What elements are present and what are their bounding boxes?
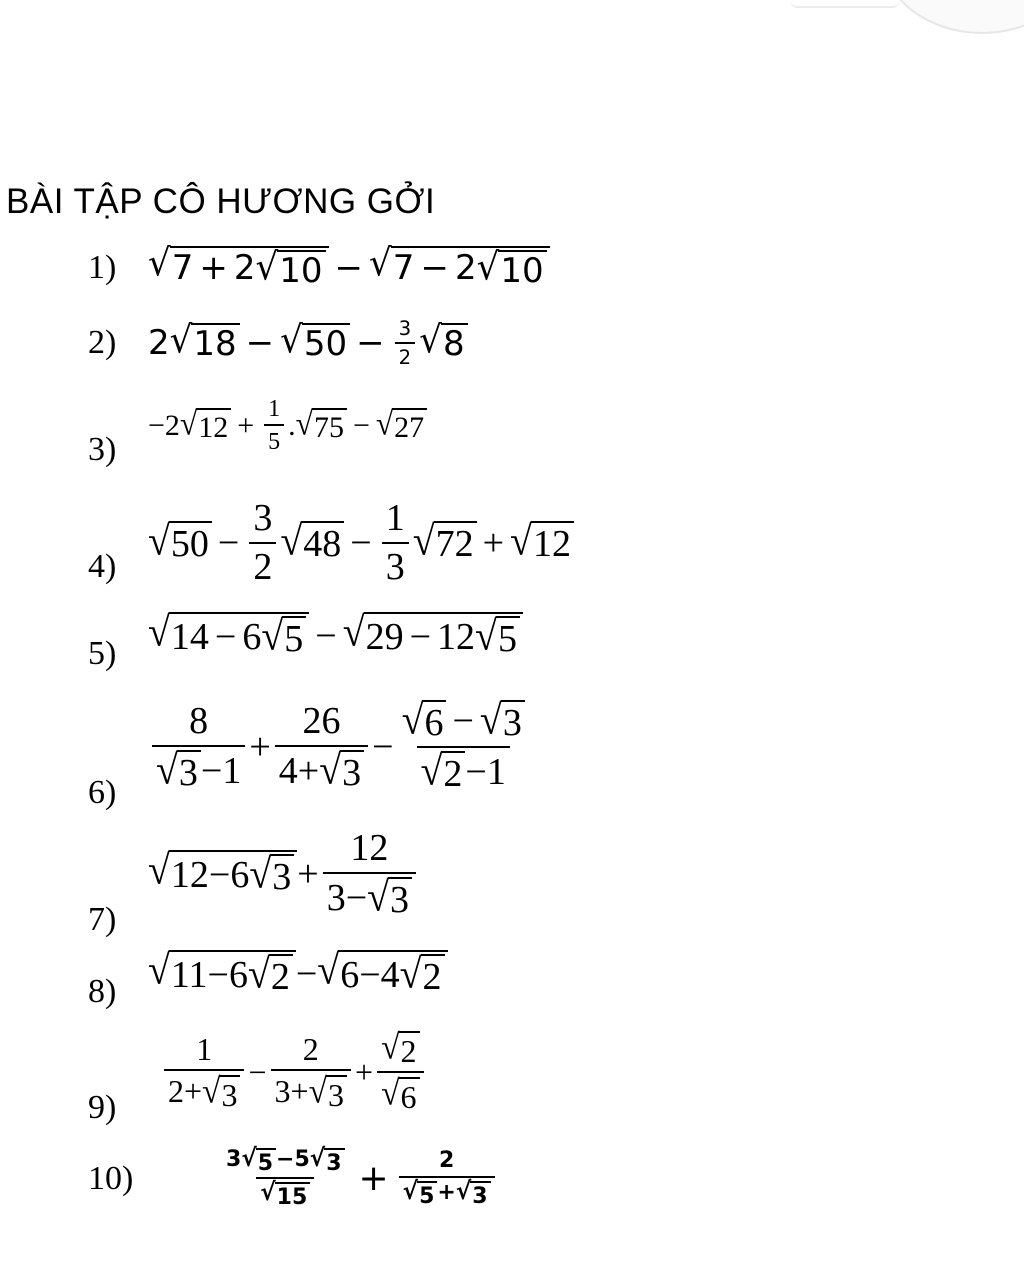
exercise-number: 2) [88, 324, 117, 362]
exercise-number: 9) [88, 1089, 117, 1127]
exercise-9 [88, 1027, 428, 1127]
fraction: 26 4+ √ 3 [275, 701, 368, 794]
exercise-number: 4) [88, 548, 117, 586]
math-expression: 1 2+ √ 3 − 2 3+ √ 3 + √ 2 √ 6 [160, 1030, 428, 1114]
radical: √ 7 + 2 √ 10 [148, 246, 329, 290]
math-expression: √ 50 − $\frac{3}{2}$ √ 48 − $\frac{1}{3}$ √ 72 + √ 12 [148, 498, 574, 589]
fraction: 2 3+ √ 3 [271, 1032, 351, 1113]
fraction: 3 √ 5 −5 √ 3 √ 15 [222, 1148, 349, 1209]
fraction: $\frac{1}{3}$ [382, 498, 409, 589]
exercise-number: 3) [88, 430, 117, 468]
exercise-number: 5) [88, 634, 117, 672]
exercise-7 [88, 827, 420, 939]
math-expression: √ 14 − 6 √ 5 − √ 29 − 12 √ 5 [148, 612, 523, 660]
exercise-4 [88, 498, 574, 589]
math-expression: 2 √ 18 − √ 50 − $\frac{3}{2}$ √ 8 [148, 318, 468, 368]
exercise-10 [88, 1145, 499, 1211]
fraction: √ 2 √ 6 [377, 1030, 423, 1114]
math-expression: − 2 √ 12 + $\frac{1}{5}$ . √ 75 − √ 27 [148, 396, 427, 456]
fraction: 1 2+ √ 3 [164, 1032, 244, 1113]
corner-decoration-top [790, 0, 900, 8]
math-expression: √ 12−6 √ 3 + 12 3− √ 3 [148, 828, 420, 921]
fraction: $\frac{1}{5}$ [264, 396, 284, 456]
math-expression: √ 11−6 √ 2 − √ 6−4 √ 2 [148, 950, 448, 998]
radical: √ 7 − 2 √ 10 [369, 246, 550, 290]
math-expression: 3 √ 5 −5 √ 3 √ 15 + 2 √ 5 + √ 3 [218, 1148, 499, 1209]
math-expression: √ 7 + 2 √ 10 − √ 7 − 2 √ 10 [148, 246, 550, 290]
exercise-1 [88, 241, 550, 291]
exercise-8 [88, 945, 448, 1010]
exercise-3 [88, 396, 427, 468]
math-expression: 8 √ 3 −1 + 26 4+ √ 3 − √ 6 − √ 3 √ 2 −1 [148, 700, 533, 795]
exercise-2 [88, 318, 468, 368]
corner-decoration-right [880, 0, 1024, 34]
fraction: √ 6 − √ 3 √ 2 −1 [398, 700, 529, 795]
exercise-6 [88, 695, 533, 812]
exercise-5 [88, 607, 523, 672]
fraction: 2 √ 5 + √ 3 [399, 1149, 495, 1207]
worksheet-title: BÀI TẬP CÔ HƯƠNG GỞI [6, 182, 436, 221]
fraction: 8 √ 3 −1 [152, 701, 245, 794]
fraction: $\frac{3}{2}$ [249, 498, 276, 589]
exercise-number: 8) [88, 972, 117, 1010]
exercise-number: 7) [88, 901, 117, 939]
exercise-number: 1) [88, 248, 117, 286]
fraction: 12 3− √ 3 [323, 828, 416, 921]
fraction: $\frac{3}{2}$ [395, 318, 416, 368]
exercise-number: 10) [88, 1159, 134, 1197]
exercise-number: 6) [88, 774, 117, 812]
